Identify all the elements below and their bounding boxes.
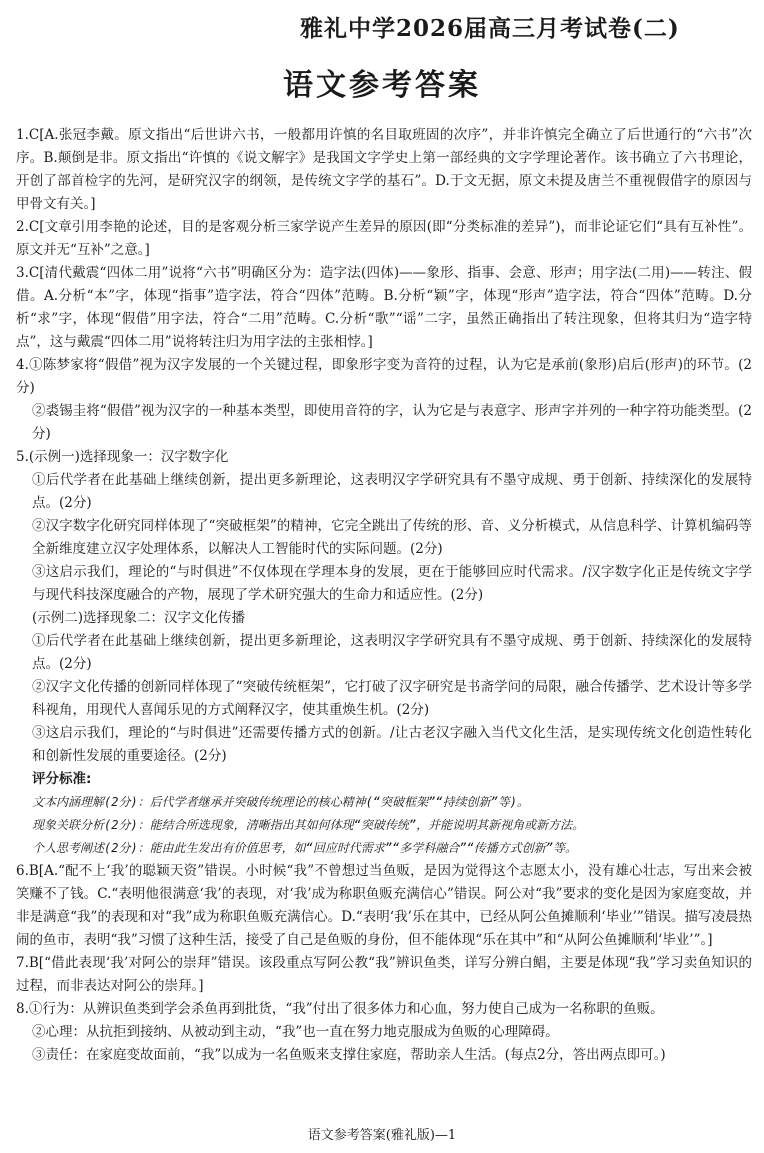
document-title: 语文参考答案 xyxy=(283,68,481,103)
rubric-line-3: 个人思考阐述(2分)：能由此生发出有价值思考，如“回应时代需求”“多学科融合”“传播方式创新”等。 xyxy=(32,841,578,855)
header-title: 雅礼中学2026届高三月考试卷(二) xyxy=(300,15,680,42)
answer-8-point-1: 8.①行为：从辨识鱼类到学会杀鱼再到批货，“我”付出了很多体力和心血，努力使自己成为一名称职的鱼贩。 xyxy=(16,1001,664,1017)
answer-4-point-1: 4.①陈梦家将“假借”视为汉字发展的一个关键过程，即象形字变为音符的过程，认为它是承前(象形)启后(形声)的环节。(2分) xyxy=(16,357,752,396)
answer-5-example-2-point-1: ①后代学者在此基础上继续创新，提出更多新理论，这表明汉字学研究具有不墨守成规、勇于创新、持续深化的发展特点。(2分) xyxy=(32,633,752,672)
answer-5-example-2-point-3: ③这启示我们，理论的“与时俱进”还需要传播方式的创新。/让古老汉字融入当代文化生活，是实现传统文化创造性转化和创新性发展的重要途径。(2分) xyxy=(32,725,752,764)
answer-5-example-2-title: (示例二)选择现象二：汉字文化传播 xyxy=(32,610,246,626)
answer-content xyxy=(16,124,752,1067)
rubric-heading: 评分标准: xyxy=(32,771,92,787)
answer-7-text: 7.B[“借此表现‘我’对阿公的崇拜”错误。该段重点写阿公教“我”辨识鱼类，详写分辨白鲳，主要是体现“我”学习卖鱼知识的过程，而非表达对阿公的崇拜。] xyxy=(16,955,752,994)
answer-4-point-2: ②裘锡圭将“假借”视为汉字的一种基本类型，即使用音符的字，认为它是与表意字、形声字并列的一种字符功能类型。(2分) xyxy=(32,403,752,442)
rubric-line-2: 现象关联分析(2分)：能结合所选现象，清晰指出其如何体现“突破传统”，并能说明其新视角或新方法。 xyxy=(32,818,585,832)
answer-2 xyxy=(16,216,752,262)
answer-8-point-3: ③责任：在家庭变故面前，“我”以成为一名鱼贩来支撑住家庭，帮助亲人生活。(每点2分，答出两点即可。) xyxy=(32,1047,666,1063)
answer-3 xyxy=(16,262,752,354)
answer-5-example-1-point-2: ②汉字数字化研究同样体现了“突破框架”的精神，它完全跳出了传统的形、音、义分析模式，从信息科学、计算机编码等全新维度建立汉字处理体系，以解决人工智能时代的实际问题。(2分) xyxy=(32,518,752,557)
answer-2-text: 2.C[文章引用李艳的论述，目的是客观分析三家学说产生差异的原因(即“分类标准的差异”)，而非论证它们“具有互补性”。原文并无“互补”之意。] xyxy=(16,219,752,258)
answer-8-point-2: ②心理：从抗拒到接纳、从被动到主动，“我”也一直在努力地克服成为鱼贩的心理障碍。 xyxy=(32,1024,559,1040)
answer-5-example-2-point-2: ②汉字文化传播的创新同样体现了“突破传统框架”，它打破了汉字研究是书斋学问的局限，融合传播学、艺术设计等多学科视角，用现代人喜闻乐见的方式阐释汉字，使其重焕生机。(2分) xyxy=(32,679,752,718)
answer-4 xyxy=(16,354,752,446)
answer-5-example-1-point-3: ③这启示我们，理论的“与时俱进”不仅体现在学理本身的发展，更在于能够回应时代需求。/汉字数字化正是传统文字学与现代科技深度融合的产物，展现了学术研究强大的生命力和适应性。(2分) xyxy=(32,564,752,603)
answer-5-example-1-point-1: ①后代学者在此基础上继续创新，提出更多新理论，这表明汉字学研究具有不墨守成规、勇于创新、持续深化的发展特点。(2分) xyxy=(32,472,752,511)
answer-7 xyxy=(16,952,752,998)
answer-3-text: 3.C[清代戴震“四体二用”说将“六书”明确区分为：造字法(四体)——象形、指事、会意、形声；用字法(二用)——转注、假借。A.分析“本”字，体现“指事”造字法，符合“四体”范畴。B.分析“颖”字，体现“形声”造字法，符合“四体”范畴。D.分析“求”字，体现“假借”用字法，符合“二用”范畴。C.分析“歌”“谣”二字，虽然正确指出了转注现象，但将其归为“造字特点”，这与戴震“四体二用”说将转注归为用字法的主张相悖。] xyxy=(16,265,752,350)
answer-6-text: 6.B[A.“配不上‘我’的聪颖天资”错误。小时候“我”不曾想过当鱼贩，是因为觉得这个志愿太小，没有雄心壮志，写出来会被笑赚不了钱。C.“表明他很满意‘我’的表现，对‘我’成为称职鱼贩充满信心”错误。阿公对“我”要求的变化是因为家庭变故，并非是满意“我”的表现和对“我”成为称职鱼贩充满信心。D.“表明‘我’乐在其中，已经从阿公鱼摊顺利‘毕业’”错误。描写凌晨热闹的鱼市，表明“我”习惯了这种生活，接受了自己是鱼贩的身份，但不能体现“乐在其中”和“从阿公鱼摊顺利‘毕业’”。] xyxy=(16,863,752,948)
answer-6 xyxy=(16,860,752,952)
answer-5-example-1-title: 5.(示例一)选择现象一：汉字数字化 xyxy=(16,449,229,465)
rubric-line-1: 文本内涵理解(2分)：后代学者继承并突破传统理论的核心精神(“突破框架”“持续创新”等)。 xyxy=(32,795,530,809)
answer-8 xyxy=(16,998,752,1067)
scoring-rubric xyxy=(16,768,752,860)
answer-5 xyxy=(16,446,752,768)
answer-1-text: 1.C[A.张冠李戴。原文指出“后世讲六书，一般都用许慎的名目取班固的次序”，并非许慎完全确立了后世通行的“六书”次序。B.颠倒是非。原文指出“许慎的《说文解字》是我国文字学史上第一部经典的文字学理论著作。该书确立了六书理论，开创了部首检字的先河，是研究汉字的纲领，是传统文字学的基石”。D.于文无据，原文未提及唐兰不重视假借字的原因与甲骨文有关。] xyxy=(16,127,752,212)
answer-1 xyxy=(16,124,752,216)
page-footer: 语文参考答案(雅礼版)—1 xyxy=(307,1128,457,1143)
